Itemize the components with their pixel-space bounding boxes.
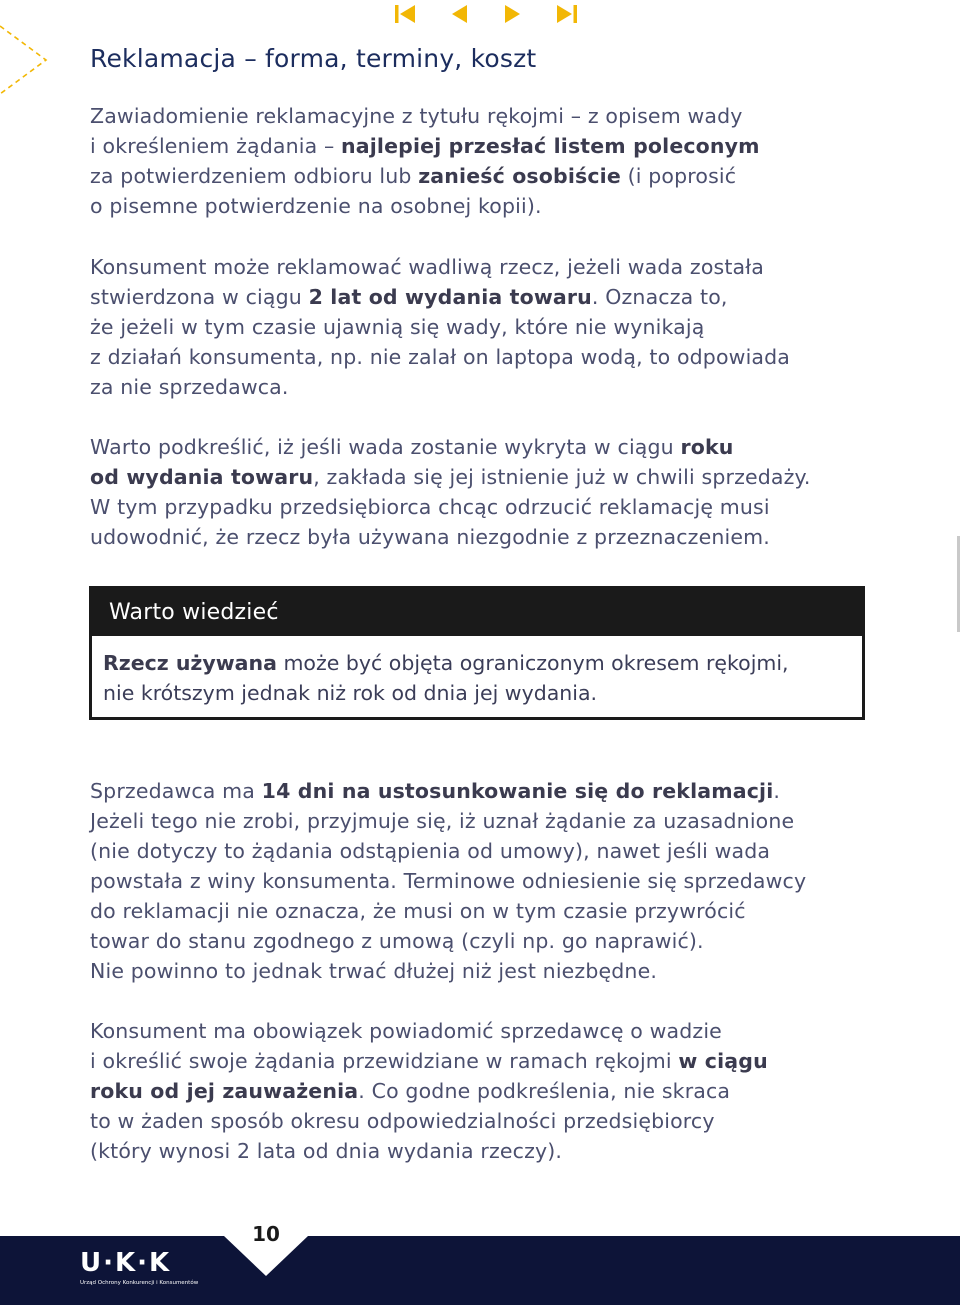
previous-page-button[interactable] bbox=[438, 2, 480, 26]
page-number: 10 bbox=[252, 1222, 280, 1246]
info-box bbox=[89, 586, 865, 720]
logo-mark: U·K·K bbox=[80, 1248, 172, 1278]
next-page-button[interactable] bbox=[492, 2, 534, 26]
uokik-logo[interactable] bbox=[80, 1248, 199, 1292]
emphasis: 2 lat od wydania towaru bbox=[308, 285, 592, 309]
prev-icon bbox=[450, 4, 468, 24]
emphasis: 14 dni na ustosunkowanie się do reklamacji bbox=[261, 779, 774, 803]
info-box-header: Warto wiedzieć bbox=[92, 589, 862, 636]
last-page-button[interactable] bbox=[546, 2, 588, 26]
next-icon bbox=[504, 4, 522, 24]
emphasis: roku od jej zauważenia bbox=[90, 1079, 359, 1103]
paragraph-notify-seller: Konsument ma obowiązek powiadomić sprzedawcę o wadzie i określić swoje żądania przewidziane w ramach rękojmi w ciągu roku od jej zauważenia. Co godne podkreślenia, nie skraca to w żaden sposób okresu odpowiedzialności przedsiębiorcy (który wynosi 2 lata od dnia wydania rzeczy). bbox=[90, 1019, 768, 1163]
paragraph-14-days: Sprzedawca ma 14 dni na ustosunkowanie się do reklamacji. Jeżeli tego nie zrobi, przyjmuje się, iż uznał żądanie za uzasadnione (nie dotyczy to żądania odstąpienia od umowy), nawet jeśli wada powstała z winy konsumenta. Terminowe odniesienie się sprzedawcy do reklamacji nie oznacza, że musi on w tym czasie przywrócić towar do stanu zgodnego z umową (czyli np. go naprawić). Nie powinno to jednak trwać dłużej niż jest niezbędne. bbox=[90, 779, 807, 983]
info-box-body: Rzecz używana może być objęta ograniczonym okresem rękojmi, nie krótszym jednak niż rok od dnia jej wydania. bbox=[103, 651, 789, 705]
emphasis: najlepiej przesłać listem poleconym bbox=[341, 134, 760, 158]
emphasis: od wydania towaru bbox=[90, 465, 314, 489]
skip-first-icon bbox=[394, 4, 416, 24]
emphasis: roku bbox=[680, 435, 734, 459]
corner-decoration bbox=[0, 18, 50, 98]
emphasis: Rzecz używana bbox=[103, 651, 277, 675]
page-navigation bbox=[384, 2, 588, 26]
page-title: Reklamacja – forma, terminy, koszt bbox=[90, 44, 537, 73]
skip-last-icon bbox=[556, 4, 578, 24]
first-page-button[interactable] bbox=[384, 2, 426, 26]
paragraph-one-year-presumption: Warto podkreślić, iż jeśli wada zostanie wykryta w ciągu roku od wydania towaru, zakłada się jej istnienie już w chwili sprzedaży. W tym przypadku przedsiębiorca chcąc odrzucić reklamację musi udowodnić, że rzecz była używana niezgodnie z przeznaczeniem. bbox=[90, 435, 811, 549]
paragraph-complaint-form: Zawiadomienie reklamacyjne z tytułu rękojmi – z opisem wady i określeniem żądania – najlepiej przesłać listem poleconym za potwierdzeniem odbioru lub zanieść osobiście (i poprosić o pisemne potwierdzenie na osobnej kopii). bbox=[90, 104, 760, 218]
emphasis: zanieść osobiście bbox=[418, 164, 621, 188]
emphasis: w ciągu bbox=[678, 1049, 768, 1073]
logo-caption: Urząd Ochrony Konkurencji i Konsumentów bbox=[80, 1280, 199, 1286]
paragraph-two-year-period: Konsument może reklamować wadliwą rzecz, jeżeli wada została stwierdzona w ciągu 2 lat od wydania towaru. Oznacza to, że jeżeli w tym czasie ujawnią się wady, które nie wynikają z działań konsumenta, np. nie zalał on laptopa wodą, to odpowiada za nie sprzedawca. bbox=[90, 255, 791, 399]
